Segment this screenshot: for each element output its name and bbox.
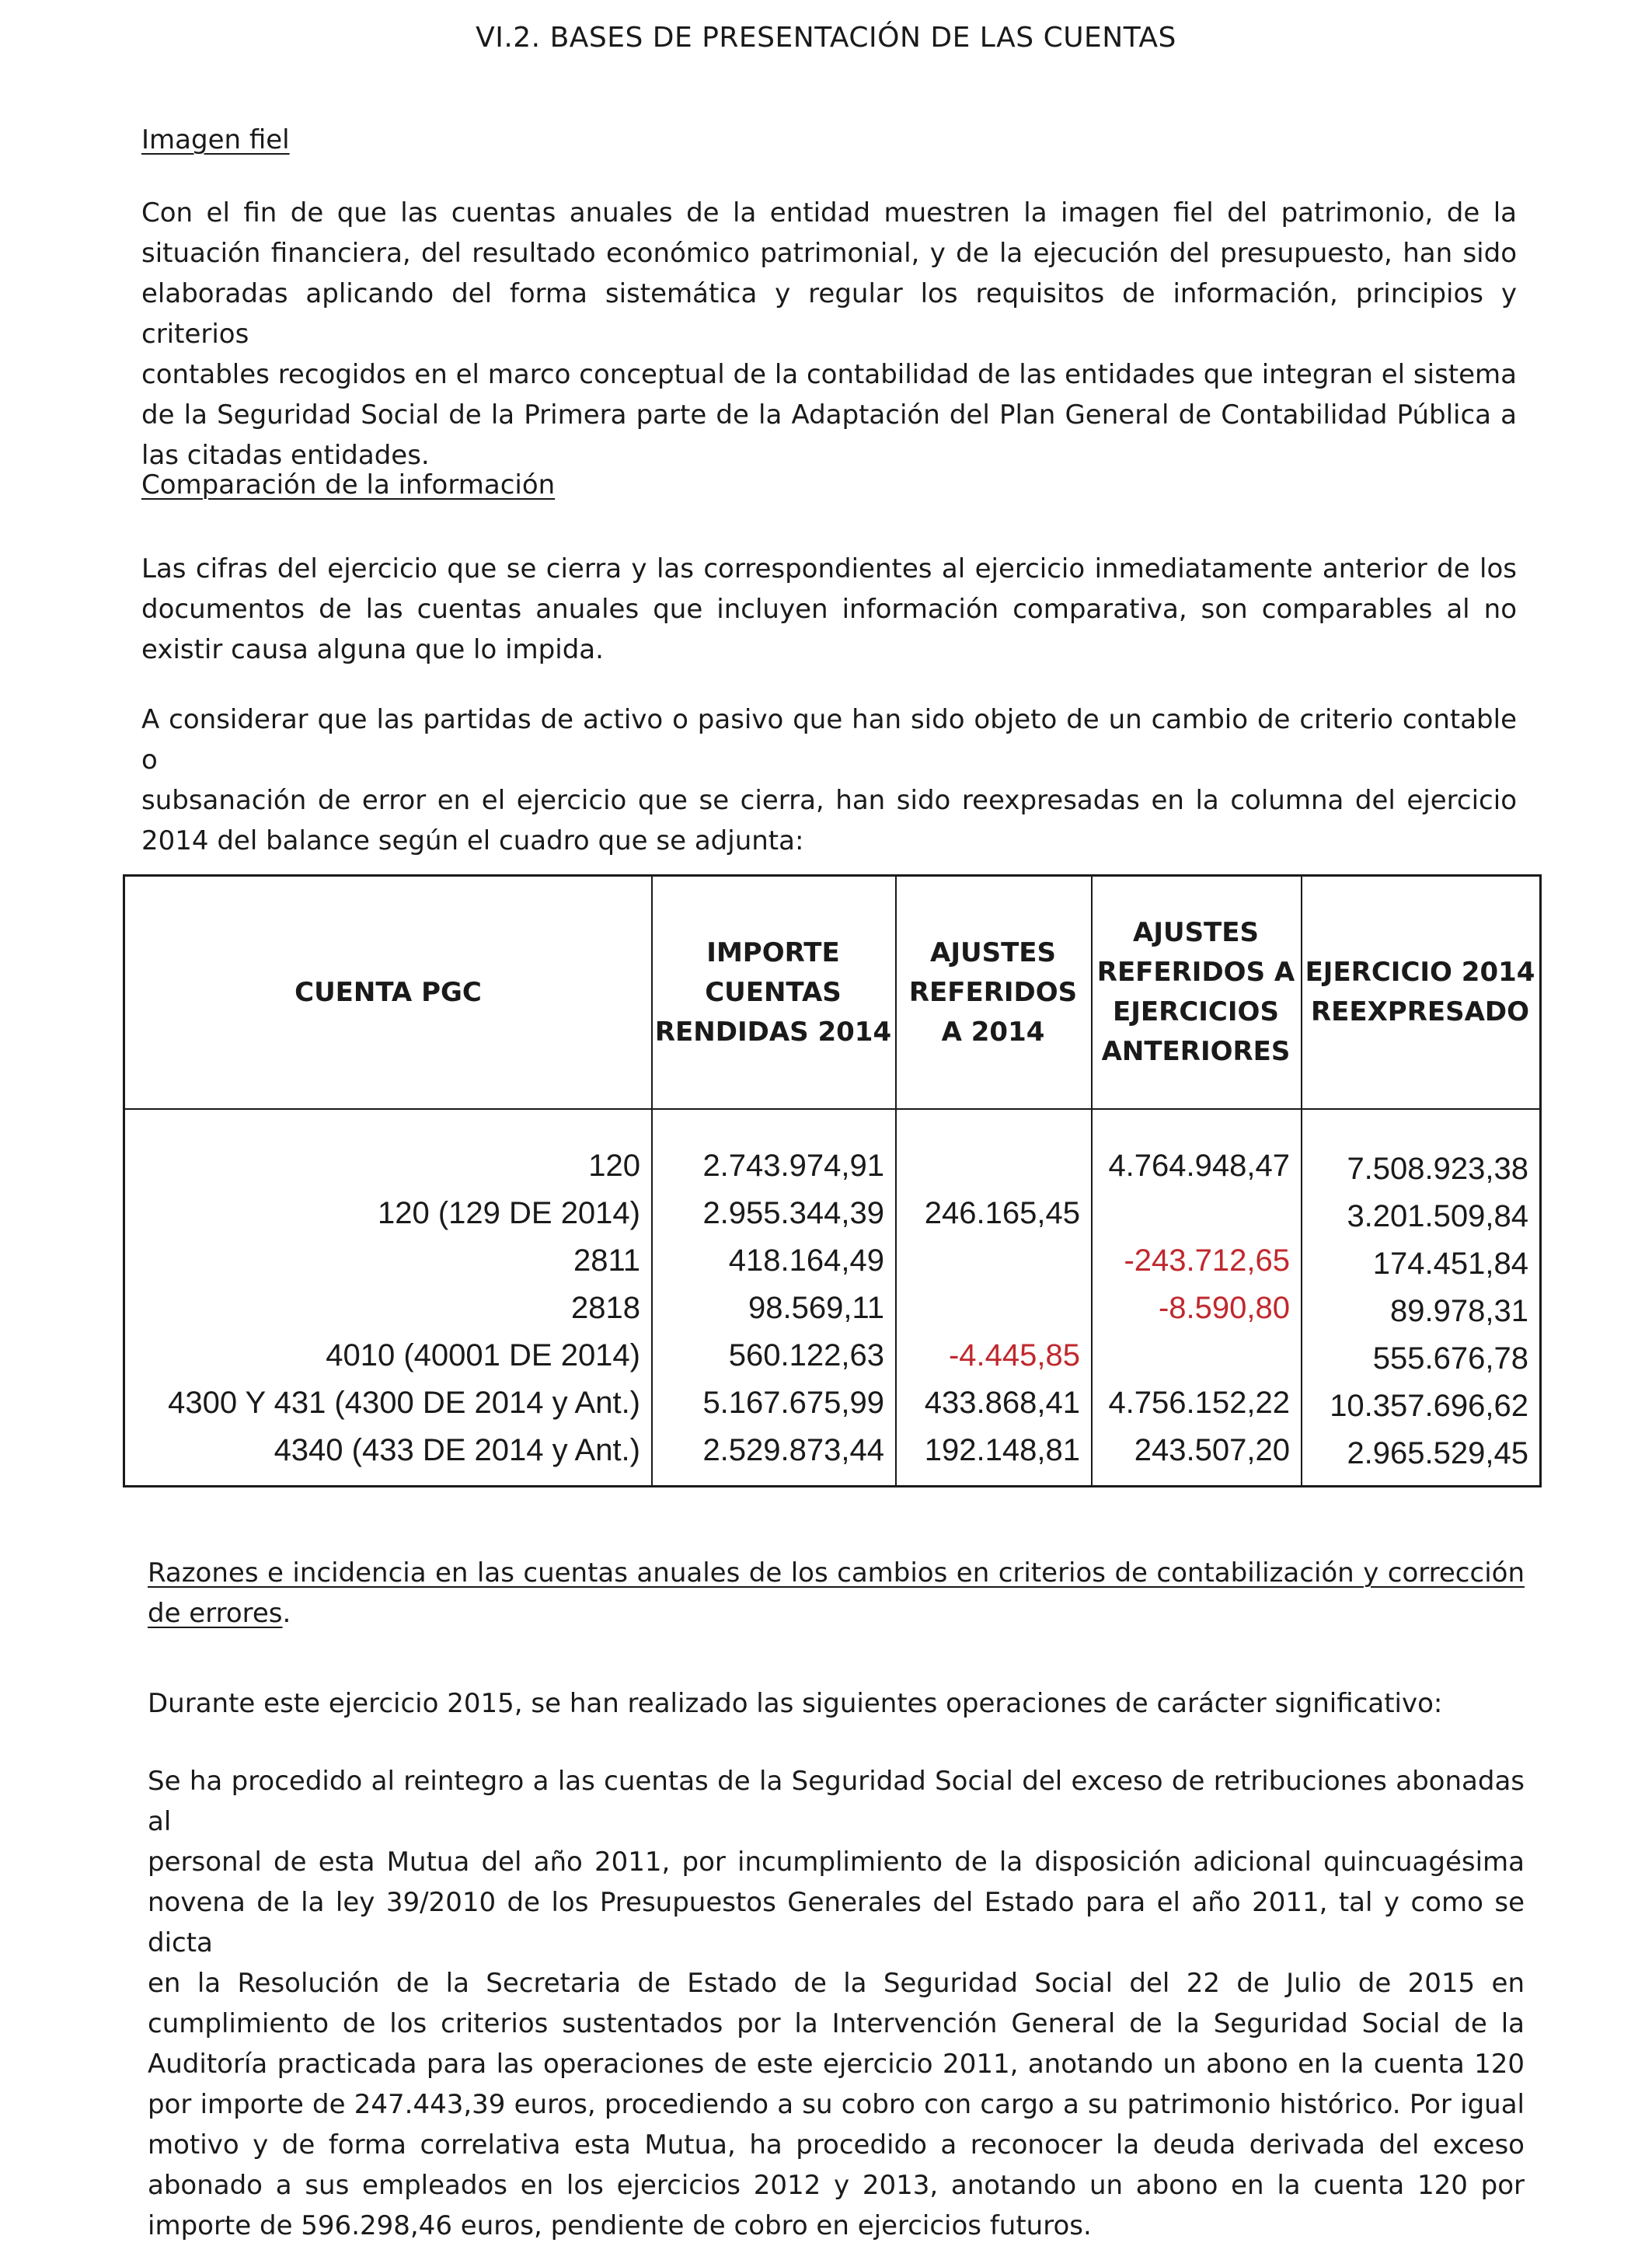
cell-ajustes-anteriores: 4.764.948,47 [1108, 1149, 1290, 1183]
heading-line: de errores [148, 1598, 283, 1629]
text-line: documentos de las cuentas anuales que incluyen información comparativa, son comparables al no [141, 594, 1517, 625]
text-line: situación financiera, del resultado económico patrimonial, y de la ejecución del presupuesto, han sido [141, 238, 1517, 269]
header-line: EJERCICIO 2014 [1305, 957, 1535, 988]
text-line: importe de 596.298,46 euros, pendiente de cobro en ejercicios futuros. [148, 2210, 1092, 2241]
header-importe [651, 877, 895, 1108]
header-reexpresado [1301, 877, 1539, 1108]
text-line: abonado a sus empleados en los ejercicios 2012 y 2013, anotando un abono en la cuenta 120 por [148, 2170, 1525, 2201]
cell-ajustes-anteriores: -243.712,65 [1124, 1243, 1290, 1278]
paragraph-imagen-fiel [141, 193, 1517, 476]
header-line: ANTERIORES [1101, 1036, 1291, 1067]
text-line: novena de la ley 39/2010 de los Presupuestos Generales del Estado para el año 2011, tal y como se dicta [148, 1887, 1525, 1958]
text-line: Con el fin de que las cuentas anuales de la entidad muestren la imagen fiel del patrimonio, de la [141, 197, 1517, 228]
cell-cuenta: 2818 [571, 1291, 640, 1325]
text-line: contables recogidos en el marco conceptual de la contabilidad de las entidades que integran el sistema [141, 359, 1517, 390]
header-line: RENDIDAS 2014 [654, 1016, 892, 1048]
text-line: subsanación de error en el ejercicio que se cierra, han sido reexpresadas en la columna del ejercicio [141, 785, 1517, 816]
text-line: por importe de 247.443,39 euros, procediendo a su cobro con cargo a su patrimonio histórico. Por igual [148, 2089, 1525, 2120]
text-line: elaboradas aplicando del forma sistemática y regular los requisitos de información, principios y criterios [141, 278, 1517, 350]
header-ajustes-anteriores [1091, 877, 1301, 1108]
cell-importe: 2.743.974,91 [702, 1149, 884, 1183]
cell-cuenta: 4340 (433 DE 2014 y Ant.) [274, 1433, 640, 1467]
cell-ajustes-anteriores: 4.756.152,22 [1108, 1386, 1290, 1420]
header-line: REFERIDOS [908, 976, 1078, 1008]
cell-ajustes-2014: -4.445,85 [948, 1338, 1080, 1372]
cell-ajustes-2014: 246.165,45 [924, 1196, 1080, 1230]
header-cuenta-pgc [125, 877, 651, 1108]
cell-cuenta: 4010 (40001 DE 2014) [326, 1338, 640, 1372]
text-line: existir causa alguna que lo impida. [141, 634, 604, 665]
header-line: EJERCICIOS [1113, 996, 1279, 1027]
section-heading-razones [148, 1553, 1525, 1634]
cell-ajustes-anteriores: -8.590,80 [1158, 1291, 1290, 1325]
cell-importe: 2.955.344,39 [702, 1196, 884, 1230]
header-line: AJUSTES [1133, 917, 1259, 948]
paragraph-comparacion-2 [141, 699, 1517, 861]
text-line: en la Resolución de la Secretaria de Estado de la Seguridad Social del 22 de Julio de 2015 en [148, 1968, 1525, 1999]
paragraph-comparacion-1 [141, 549, 1517, 670]
header-line: AJUSTES [930, 936, 1056, 968]
text-line: Las cifras del ejercicio que se cierra y las correspondientes al ejercicio inmediatamente anterior de los [141, 553, 1517, 584]
cell-ajustes-2014: 192.148,81 [924, 1433, 1080, 1467]
reexpression-table [123, 874, 1542, 1487]
cell-reexpresado: 89.978,31 [1390, 1294, 1528, 1328]
header-line: IMPORTE [706, 936, 840, 968]
cell-importe: 5.167.675,99 [702, 1386, 884, 1420]
page-title: VI.2. BASES DE PRESENTACIÓN DE LAS CUENTAS [476, 22, 1176, 54]
cell-importe: 98.569,11 [748, 1291, 884, 1325]
cell-reexpresado: 2.965.529,45 [1347, 1436, 1528, 1470]
text-line: Auditoría practicada para las operaciones de este ejercicio 2011, anotando un abono en la cuenta 120 [148, 2049, 1525, 2080]
cell-cuenta: 2811 [573, 1243, 640, 1278]
text-line: motivo y de forma correlativa esta Mutua, ha procedido a reconocer la deuda derivada del exceso [148, 2129, 1525, 2161]
header-line: CUENTA PGC [295, 976, 482, 1008]
cell-reexpresado: 555.676,78 [1372, 1341, 1528, 1376]
section-heading-imagen-fiel: Imagen fiel [141, 124, 290, 155]
text-line: Se ha procedido al reintegro a las cuentas de la Seguridad Social del exceso de retribuciones abonadas al [148, 1766, 1525, 1837]
paragraph-razones-2 [148, 1761, 1525, 2246]
cell-importe: 560.122,63 [728, 1338, 884, 1372]
text-line: cumplimiento de los criterios sustentados por la Intervención General de la Seguridad Social de la [148, 2008, 1525, 2039]
cell-cuenta: 4300 Y 431 (4300 DE 2014 y Ant.) [168, 1386, 640, 1420]
paragraph-razones-1 [148, 1683, 1525, 1724]
cell-reexpresado: 174.451,84 [1372, 1247, 1528, 1281]
cell-ajustes-anteriores: 243.507,20 [1134, 1433, 1290, 1467]
text-line: 2014 del balance según el cuadro que se adjunta: [141, 825, 804, 856]
text-line: Durante este ejercicio 2015, se han realizado las siguientes operaciones de carácter significativo: [148, 1688, 1443, 1719]
cell-importe: 2.529.873,44 [702, 1433, 884, 1467]
header-divider [125, 1108, 1539, 1110]
header-line: REFERIDOS A [1096, 957, 1295, 988]
cell-ajustes-2014: 433.868,41 [924, 1386, 1080, 1420]
header-line: REEXPRESADO [1310, 996, 1530, 1027]
text-line: personal de esta Mutua del año 2011, por incumplimiento de la disposición adicional quincuagésima [148, 1847, 1525, 1878]
header-line: CUENTAS [705, 976, 842, 1008]
cell-reexpresado: 10.357.696,62 [1330, 1389, 1528, 1423]
cell-cuenta: 120 [588, 1149, 640, 1183]
heading-line: Razones e incidencia en las cuentas anuales de los cambios en criterios de contabilización y corrección [148, 1557, 1525, 1589]
cell-cuenta: 120 (129 DE 2014) [377, 1196, 640, 1230]
text-line: las citadas entidades. [141, 440, 430, 471]
section-heading-comparacion: Comparación de la información [141, 469, 556, 500]
header-line: A 2014 [941, 1016, 1045, 1048]
text-line: A considerar que las partidas de activo o pasivo que han sido objeto de un cambio de criterio contable o [141, 704, 1517, 776]
cell-importe: 418.164,49 [728, 1243, 884, 1278]
header-ajustes-2014 [895, 877, 1091, 1108]
cell-reexpresado: 3.201.509,84 [1347, 1199, 1528, 1233]
heading-trailing: . [282, 1598, 291, 1629]
text-line: de la Seguridad Social de la Primera parte de la Adaptación del Plan General de Contabilidad Pública a [141, 399, 1517, 431]
cell-reexpresado: 7.508.923,38 [1347, 1152, 1528, 1186]
